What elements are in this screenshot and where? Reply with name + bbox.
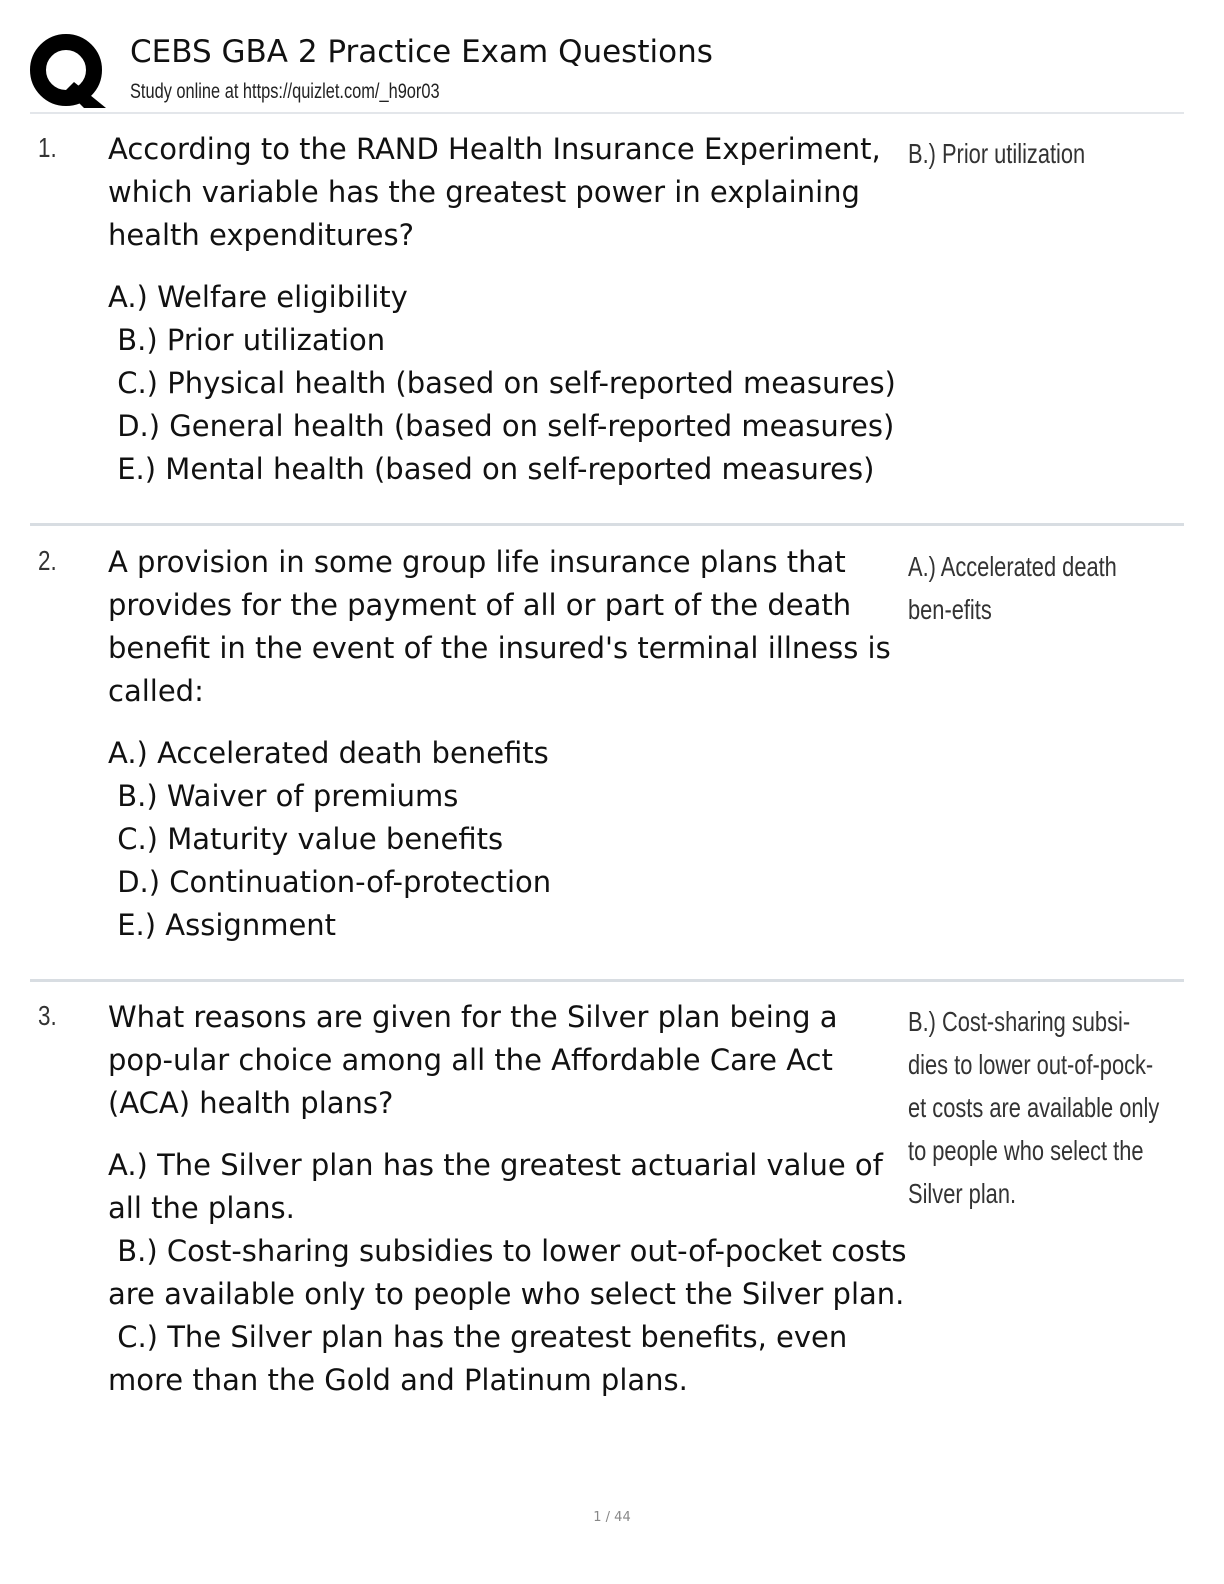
document-title: CEBS GBA 2 Practice Exam Questions	[130, 34, 713, 70]
question-prompt: A provision in some group life insurance plans that provides for the payment of all or part of the death benefit in the event of the insured's terminal illness is called:	[108, 545, 891, 708]
option-e: E.) Assignment	[108, 908, 337, 942]
question-number: 2.	[38, 545, 57, 576]
option-a: A.) Welfare eligibility	[108, 280, 408, 314]
answer-text: B.) Cost-sharing subsi-dies to lower out-of-pock-et costs are available only to people who select the Silver plan.	[908, 1006, 1160, 1209]
option-e: E.) Mental health (based on self-reported measures)	[108, 452, 875, 486]
study-online-link[interactable]: Study online at https://quizlet.com/_h9or03	[130, 80, 440, 103]
option-d: D.) General health (based on self-reported measures)	[108, 409, 895, 443]
header-divider	[30, 112, 1184, 114]
option-b: B.) Cost-sharing subsidies to lower out-of-pocket costs are available only to people who select the Silver plan.	[108, 1234, 916, 1311]
card-divider	[30, 523, 1184, 526]
option-b: B.) Waiver of premiums	[108, 779, 459, 813]
question-card-2	[30, 545, 1184, 982]
option-a: A.) The Silver plan has the greatest actuarial value of all the plans.	[108, 1148, 893, 1225]
option-a: A.) Accelerated death benefits	[108, 736, 549, 770]
answer-text: B.) Prior utilization	[908, 138, 1086, 169]
option-b: B.) Prior utilization	[108, 323, 386, 357]
question-text-block	[108, 128, 908, 491]
quizlet-q-logo-icon	[30, 32, 108, 110]
document-header	[30, 28, 1184, 114]
option-d: D.) Continuation-of-protection	[108, 865, 552, 899]
question-text-block	[108, 541, 908, 947]
question-card-3	[30, 1000, 1184, 1470]
question-card-1	[30, 132, 1184, 525]
page-number: 1 / 44	[593, 1510, 631, 1525]
question-text-block	[108, 996, 916, 1402]
option-c: C.) The Silver plan has the greatest benefits, even more than the Gold and Platinum plans.	[108, 1320, 857, 1397]
option-c: C.) Physical health (based on self-reported measures)	[108, 366, 896, 400]
question-prompt: According to the RAND Health Insurance Experiment, which variable has the greatest power in explaining health expenditures?	[108, 132, 881, 252]
option-c: C.) Maturity value benefits	[108, 822, 504, 856]
question-prompt: What reasons are given for the Silver plan being a pop-ular choice among all the Affordable Care Act (ACA) health plans?	[108, 1000, 838, 1120]
card-divider	[30, 979, 1184, 982]
answer-text: A.) Accelerated death ben-efits	[908, 551, 1117, 625]
question-number: 1.	[38, 132, 57, 163]
question-number: 3.	[38, 1000, 57, 1031]
